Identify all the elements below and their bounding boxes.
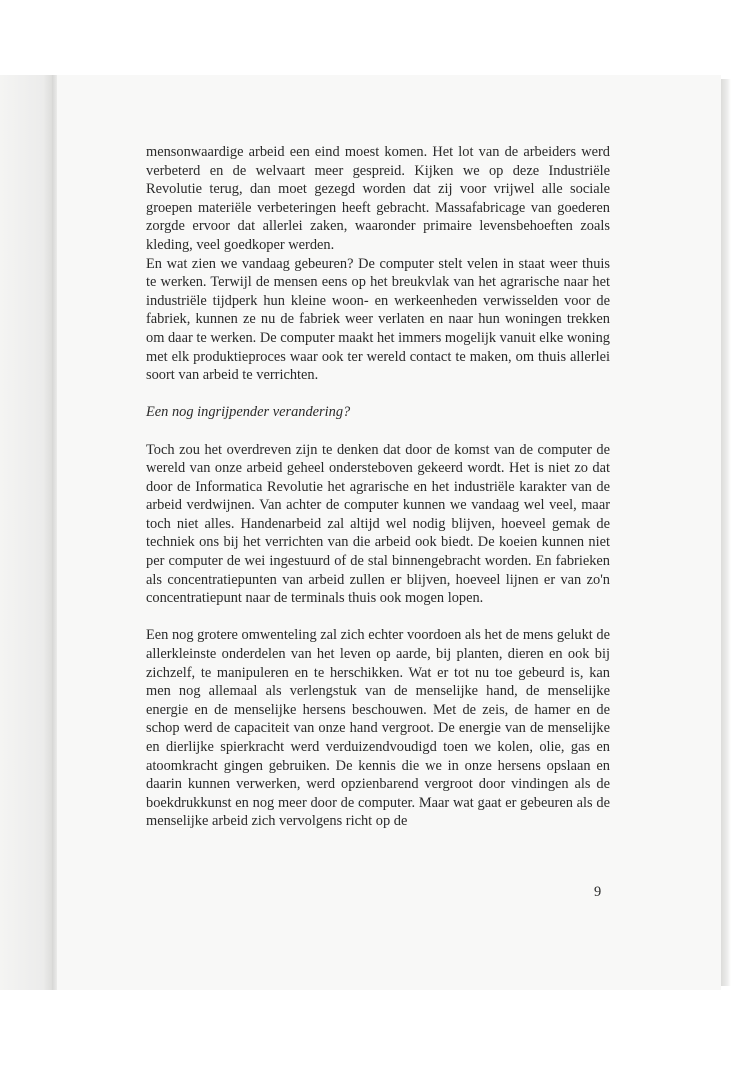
page-number: 9 <box>594 884 602 900</box>
paragraph-4: Een nog grotere omwenteling zal zich echter voordoen als het de mens gelukt de allerkleinste onderdelen van het leven op aarde, bij planten, dieren en ook bij zichzelf, te manipuleren en te herschikken. Wat er tot nu toe gebeurd is, kan men nog allemaal als verlengstuk van de menselijke hand, de menselijke energie en de menselijke hersens beschouwen. Met de zeis, de hamer en de schop werd de capaciteit van onze hand vergroot. De energie van de menselijke en dierlijke spierkracht werd verduizendvoudigd toen we kolen, olie, gas en atoomkracht gingen gebruiken. De kennis die we in onze hersens opslaan en daarin kunnen verwerken, werd opzienbarend vergroot door vindingen als de boekdrukkunst en nog meer door de computer. Maar wat gaat er gebeuren als de menselijke arbeid zich vervolgens richt op de <box>146 627 610 830</box>
section-heading: Een nog ingrijpender verandering? <box>146 404 351 421</box>
body-text <box>146 143 610 831</box>
paragraph-3: Toch zou het overdreven zijn te denken dat door de komst van de computer de wereld van onze arbeid geheel ondersteboven gekeerd wordt. Het is niet zo dat door de Informatica Revolutie het agrarische en het industriële karakter van de arbeid verdwijnen. Van achter de computer kunnen we vandaag wel veel, maar toch niet alles. Handenarbeid zal altijd wel nodig blijven, hoeveel gemak de techniek ons bij het verrichten van die arbeid ook biedt. De koeien kunnen niet per computer de wei ingestuurd of de stal binnengebracht worden. En fabrieken als concentratiepunten van arbeid zullen er blijven, hoeveel lijnen er van zo'n concentratiepunt naar de terminals thuis ook mogen lopen. <box>146 441 610 607</box>
paragraph-2: En wat zien we vandaag gebeuren? De computer stelt velen in staat weer thuis te werken. Terwijl de mensen eens op het breukvlak van het agrarische naar het industriële tijdperk hun kleine woon- en werkeenheden verwisselden voor de fabriek, kunnen ze nu de fabriek weer verlaten en naar hun woningen trekken om daar te werken. De computer maakt het immers mogelijk vanuit elke woning met elk produktieproces waar ook ter wereld contact te maken, om thuis allerlei soort van arbeid te verrichten. <box>146 255 610 384</box>
paragraph-1: mensonwaardige arbeid een eind moest komen. Het lot van de arbeiders werd verbeterd en de welvaart meer gespreid. Kijken we op deze Industriële Revolutie terug, dan moet gezegd worden dat zij voor vrijwel alle sociale groepen materiële verbeteringen heeft gebracht. Massafabricage van goederen zorgde ervoor dat allerlei zaken, waaronder primaire levensbehoeften zoals kleding, veel goedkoper werden. <box>146 144 610 253</box>
previous-page-edge <box>0 75 54 990</box>
page-stack-edge <box>721 79 731 986</box>
